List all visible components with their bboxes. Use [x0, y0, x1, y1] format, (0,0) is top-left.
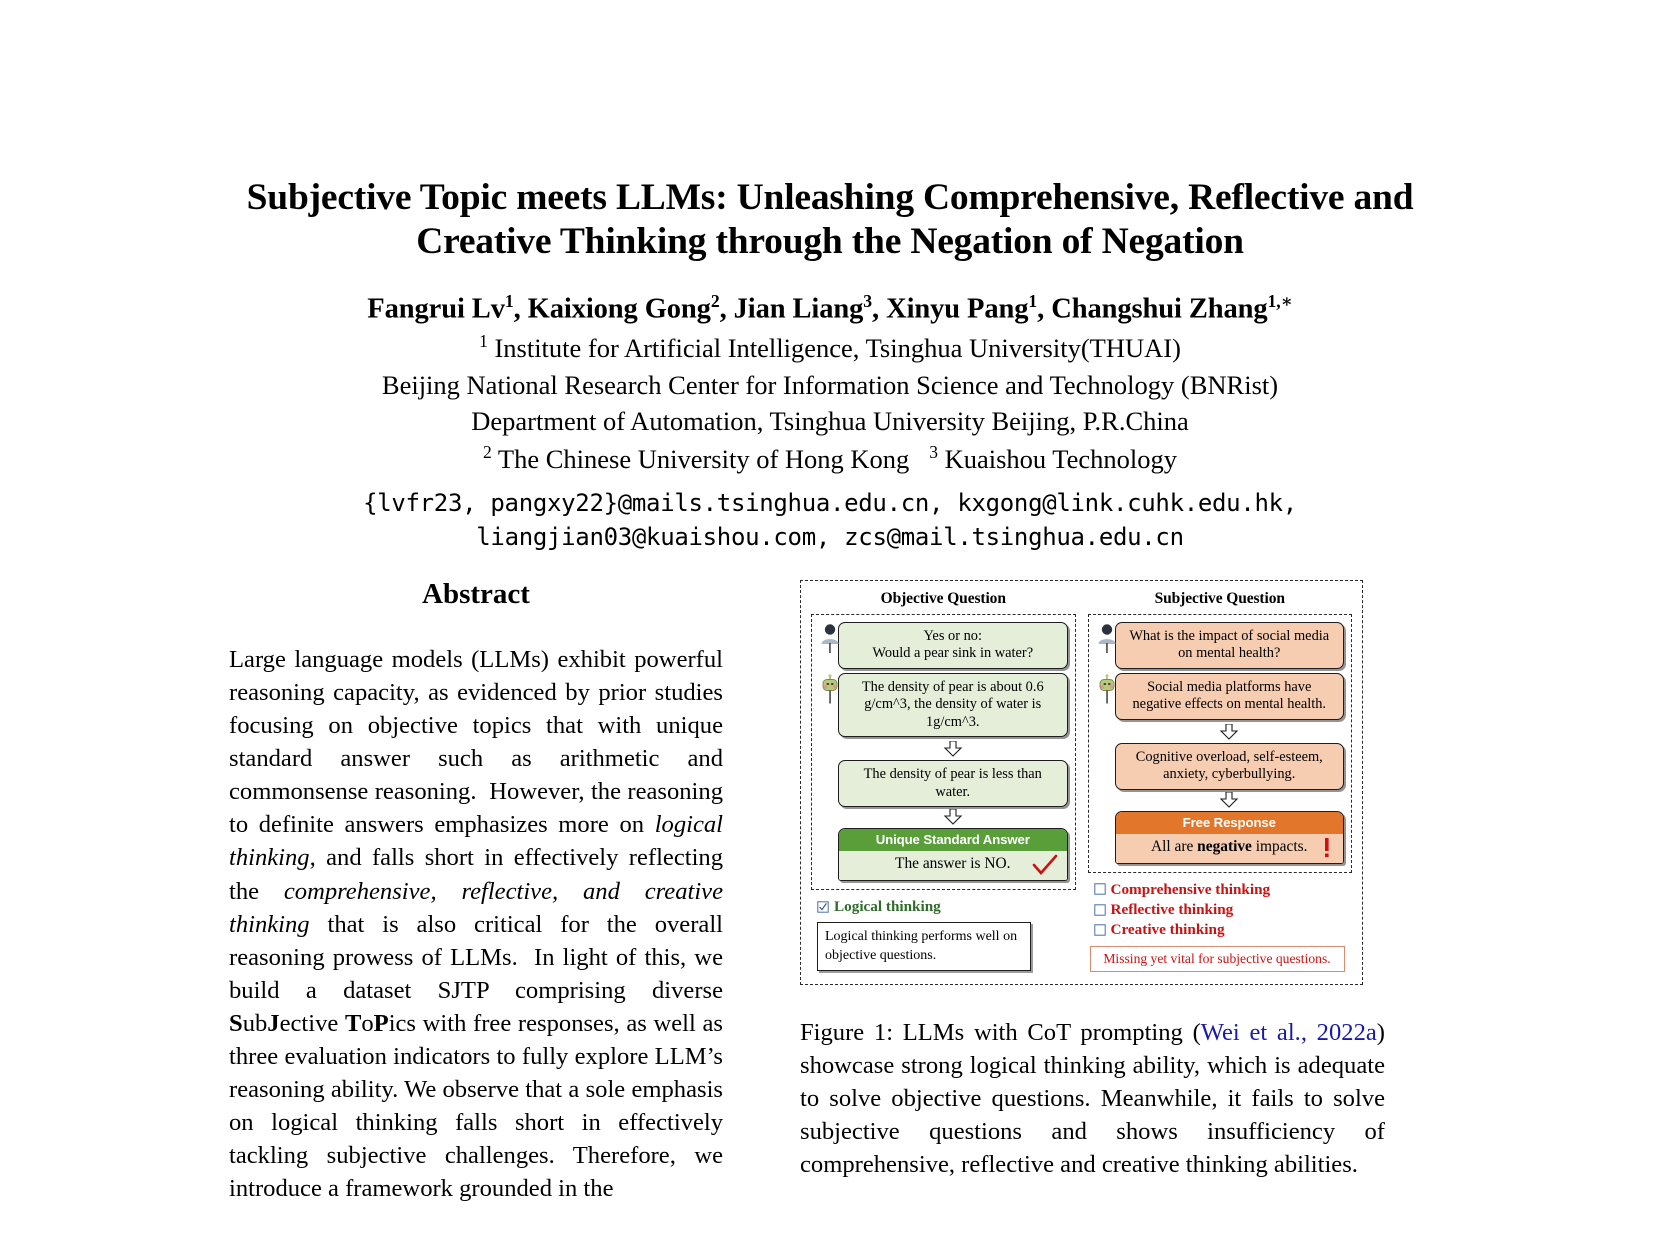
checklist-label: Reflective thinking: [1110, 900, 1234, 918]
author-list: Fangrui Lv$^1$, Kaixiong Gong$^2$, Jian Liang$^3$, Xinyu Pang$^1$, Changshui Zhang$^{1,∗}$: [367, 290, 1293, 325]
right-column: [800, 580, 1385, 1181]
checklist-item-logical-thinking[interactable]: [817, 897, 1076, 916]
objective-answer-header: Unique Standard Answer: [839, 829, 1067, 851]
subjective-reasoning-bubble-2: Cognitive overload, self-esteem, anxiety, cyberbullying.: [1115, 743, 1345, 790]
abstract-text: Large language models (LLMs) exhibit powerful reasoning capacity, as evidenced by prior studies focusing on objective topics that with unique standard answer such as arithmetic and commonsense reasoning. However, the reasoning to definite answers emphasizes more on logical thinking, and falls short in effectively reflecting the comprehensive, reflective, and creative thinking that is also critical for the overall reasoning prowess of LLMs. In light of this, we build a dataset SJTP comprising diverse SubJective ToPics with free responses, as well as three evaluation indicators to fully explore LLM’s reasoning ability. We observe that a sole emphasis on logical thinking falls short in effectively tackling subjective challenges. Therefore, we introduce a framework grounded in the: [229, 646, 723, 1203]
figure-caption-post: ) showcase strong logical thinking ability, which is adequate to solve objective questions. Meanwhile, it fails to solve subjective questions and shows insufficiency of comprehensive, reflective and creative thinking abilities.: [800, 1018, 1385, 1178]
affiliation-4: $^2$ The Chinese University of Hong Kong $^3$ Kuaishou Technology: [482, 441, 1178, 474]
figure-1: [800, 580, 1363, 985]
objective-reasoning-row-1: [819, 673, 1068, 737]
user-avatar-icon: [819, 623, 841, 653]
subjective-answer-header: Free Response: [1116, 812, 1344, 834]
abstract-heading: Abstract: [422, 578, 530, 610]
subjective-checklist: [1088, 880, 1353, 940]
checklist-label: Logical thinking: [834, 897, 941, 915]
subjective-answer-text-pre: All are: [1151, 837, 1198, 855]
checklist-item-comprehensive-thinking[interactable]: [1094, 880, 1353, 899]
objective-reasoning-bubble-2: The density of pear is less than water.: [838, 760, 1068, 807]
paper-title-line-1: Subjective Topic meets LLMs: Unleashing Comprehensive, Reflective and: [246, 177, 1414, 218]
checklist-item-reflective-thinking[interactable]: [1094, 900, 1353, 919]
affiliation-2: Beijing National Research Center for Information Science and Technology (BNRist): [381, 369, 1279, 400]
checklist-label: Creative thinking: [1110, 921, 1225, 939]
arrow-down-icon: [1115, 724, 1345, 740]
objective-note-box: Logical thinking performs well on objective questions.: [817, 922, 1031, 970]
figure-caption: [800, 1016, 1385, 1181]
subjective-reasoning-row-1: [1096, 673, 1345, 720]
arrow-down-icon: [838, 809, 1068, 825]
citation-link[interactable]: Wei et al., 2022a: [1200, 1018, 1377, 1046]
robot-avatar-icon: [1096, 674, 1118, 704]
affiliation-3: Department of Automation, Tsinghua University Beijing, P.R.China: [471, 406, 1189, 437]
objective-checklist: [811, 897, 1076, 916]
objective-reasoning-bubble-1: The density of pear is about 0.6 g/cm^3, the density of water is 1g/cm^3.: [838, 673, 1068, 737]
subjective-reasoning-bubble-1: Social media platforms have negative effects on mental health.: [1115, 673, 1345, 720]
objective-panel-title: Objective Question: [880, 590, 1006, 607]
email-line-2: liangjian03@kuaishou.com, zcs@mail.tsinghua.edu.cn: [476, 523, 1184, 552]
checkbox-unchecked-icon[interactable]: [1094, 924, 1106, 936]
objective-panel: [811, 590, 1076, 972]
user-avatar-icon: [1096, 623, 1118, 653]
subjective-flow-box: [1088, 614, 1353, 873]
subjective-question-row: [1096, 622, 1345, 669]
subjective-answer-text-post: impacts.: [1251, 837, 1308, 855]
affiliation-block: [180, 329, 1480, 477]
checkbox-unchecked-icon[interactable]: [1094, 883, 1106, 895]
email-block: [180, 486, 1480, 554]
checkbox-checked-icon[interactable]: [817, 901, 829, 913]
subjective-panel: [1088, 590, 1353, 972]
arrow-down-icon: [838, 741, 1068, 757]
subjective-panel-title: Subjective Question: [1154, 590, 1285, 607]
email-line-1: {lvfr23, pangxy22}@mails.tsinghua.edu.cn, kxgong@link.cuhk.edu.hk,: [363, 489, 1297, 518]
objective-question-row: [819, 622, 1068, 669]
affiliation-1: $^1$ Institute for Artificial Intelligence, Tsinghua University(THUAI): [479, 331, 1181, 364]
objective-answer-body: [839, 851, 1067, 880]
checkbox-unchecked-icon[interactable]: [1094, 904, 1106, 916]
red-exclamation-icon: [1320, 837, 1334, 859]
robot-avatar-icon: [819, 674, 841, 704]
page-title: [180, 176, 1480, 264]
subjective-answer-body: [1116, 834, 1344, 863]
objective-answer-text: The answer is NO.: [895, 854, 1011, 872]
checklist-label: Comprehensive thinking: [1110, 880, 1271, 898]
objective-flow-box: [811, 614, 1076, 890]
paper-title-line-2: Creative Thinking through the Negation of Negation: [416, 220, 1244, 262]
left-column: [229, 578, 723, 1205]
red-check-icon: [1032, 854, 1058, 876]
subjective-note-box: Missing yet vital for subjective questions.: [1090, 946, 1345, 972]
subjective-answer-card: [1115, 811, 1345, 864]
objective-question-bubble: Yes or no: Would a pear sink in water?: [838, 622, 1068, 669]
checklist-item-creative-thinking[interactable]: [1094, 920, 1353, 939]
arrow-down-icon: [1115, 792, 1345, 808]
subjective-question-bubble: What is the impact of social media on mental health?: [1115, 622, 1345, 669]
subjective-answer-text-bold: negative: [1197, 837, 1252, 855]
objective-answer-card: [838, 828, 1068, 881]
figure-caption-pre: Figure 1: LLMs with CoT prompting (: [800, 1018, 1201, 1046]
title-block: [180, 176, 1480, 554]
